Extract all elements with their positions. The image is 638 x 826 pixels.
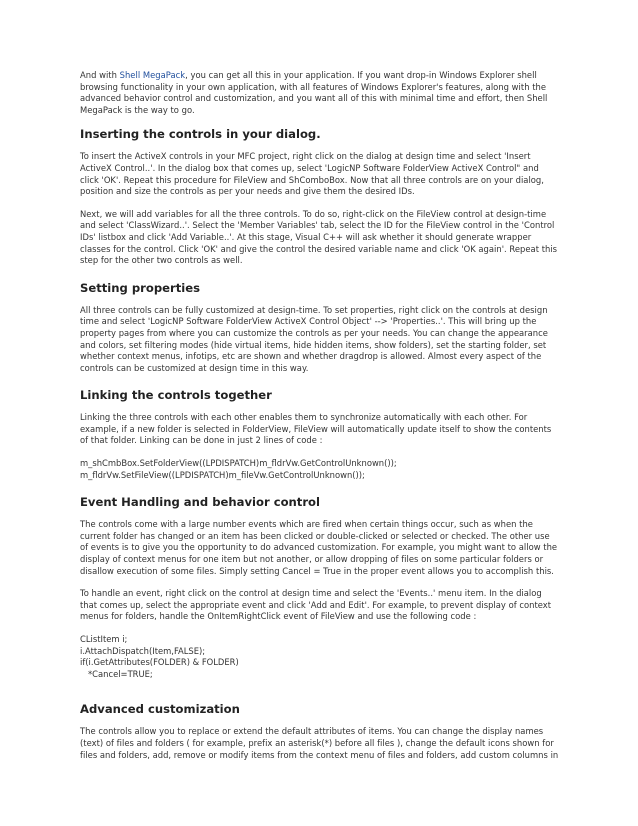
events-paragraph-2: To handle an event, right click on the control at design time and select the 'Events..' menu item. In the dialog that comes up, select the appropriate event and click 'Add and Edit'. For example, to prevent display of context menus for folders, handle the OnItemRightClick event of FileView and use the following code : (80, 588, 552, 622)
intro-paragraph (80, 70, 560, 116)
inserting-paragraph-1: To insert the ActiveX controls in your MFC project, right click on the dialog at design time and select 'Insert ActiveX Control..'. In the dialog box that comes up, select 'LogicNP Software FolderView ActiveX Control" and click 'OK'. Repeat this procedure for FileView and ShComboBox. Now that all three controls are on your dialog, position and size the controls as per your needs and give them the desired IDs. (80, 151, 544, 197)
inserting-paragraph-2: Next, we will add variables for all the three controls. To do so, right-click on the FileView control at design-time and select 'ClassWizard..'. Select the 'Member Variables' tab, select the ID for the FileView control in the 'Control IDs' listbox and click 'Add Variable..'. At this stage, Visual C++ will ask whether it should generate wrapper classes for the control. Click 'OK' and give the control the desired variable name and click 'OK again'. Repeat this step for the other two controls as well. (80, 208, 558, 266)
code-line: m_shCmbBox.SetFolderView((LPDISPATCH)m_fldrVw.GetControlUnknown()); (80, 458, 397, 469)
linking-paragraph-1: Linking the three controls with each other enables them to synchronize automatically with each other. For example, if a new folder is selected in FolderView, FileView will automatically update itself to show the contents of that folder. Linking can be done in just 2 lines of code : (80, 412, 552, 446)
heading-inserting-controls: Inserting the controls in your dialog. (80, 127, 321, 142)
heading-advanced-customization: Advanced customization (80, 702, 240, 717)
linking-code-block (80, 458, 560, 481)
intro-text-before: And with (80, 70, 120, 80)
properties-paragraph-1: All three controls can be fully customized at design-time. To set properties, right click on the controls at design time and select 'LogicNP Software FolderView ActiveX Control Object' --> 'Properties..'. This will bring up the property pages from where you can customize the controls as per your needs. You can change the appearance and colors, set filtering modes (hide virtual items, hide hidden items, show folders), set the starting folder, set whether context menus, infotips, etc are shown and whether dragdrop is allowed. Almost every aspect of the controls can be customized at design time in this way. (80, 304, 548, 373)
events-code-block (80, 634, 560, 680)
events-paragraph-1: The controls come with a large number events which are fired when certain things occur, such as when the current folder has changed or an item has been clicked or double-clicked or selected or checked. The other use of events is to give you the opportunity to do advanced customization. For example, you might want to allow the display of context menus for one item but not another, or allow dropping of files on some particular folders or disallow execution of some files. Simply setting Cancel = True in the proper event allows you to accomplish this. (80, 519, 558, 576)
code-line: *Cancel=TRUE; (80, 668, 153, 679)
intro-text-after: , you can get all this in your application. If you want drop-in Windows Explorer shell browsing functionality in your own application, with all features of Windows Explorer's features, along with the advanced behavior control and customization, and you want all of this with minimal time and effort, then Shell MegaPack is the way to go. (80, 70, 548, 115)
code-line: CListItem i; (80, 634, 128, 644)
shell-megapack-link[interactable]: Shell MegaPack (119, 70, 186, 80)
advanced-paragraph-1: The controls allow you to replace or extend the default attributes of items. You can change the display names (text) of files and folders ( for example, prefix an asterisk(*) before all files ), change the default icons shown for files and folders, add, remove or modify items from the context menu of files and folders, add custom columns in (80, 726, 559, 760)
code-line: m_fldrVw.SetFileView((LPDISPATCH)m_fileVw.GetControlUnknown()); (80, 469, 365, 480)
document-page (80, 70, 560, 772)
code-line: if(i.GetAttributes(FOLDER) & FOLDER) (80, 657, 239, 668)
code-line: i.AttachDispatch(Item,FALSE); (80, 645, 206, 656)
heading-linking-controls: Linking the controls together (80, 388, 272, 403)
heading-event-handling: Event Handling and behavior control (80, 495, 320, 510)
heading-setting-properties: Setting properties (80, 280, 201, 295)
